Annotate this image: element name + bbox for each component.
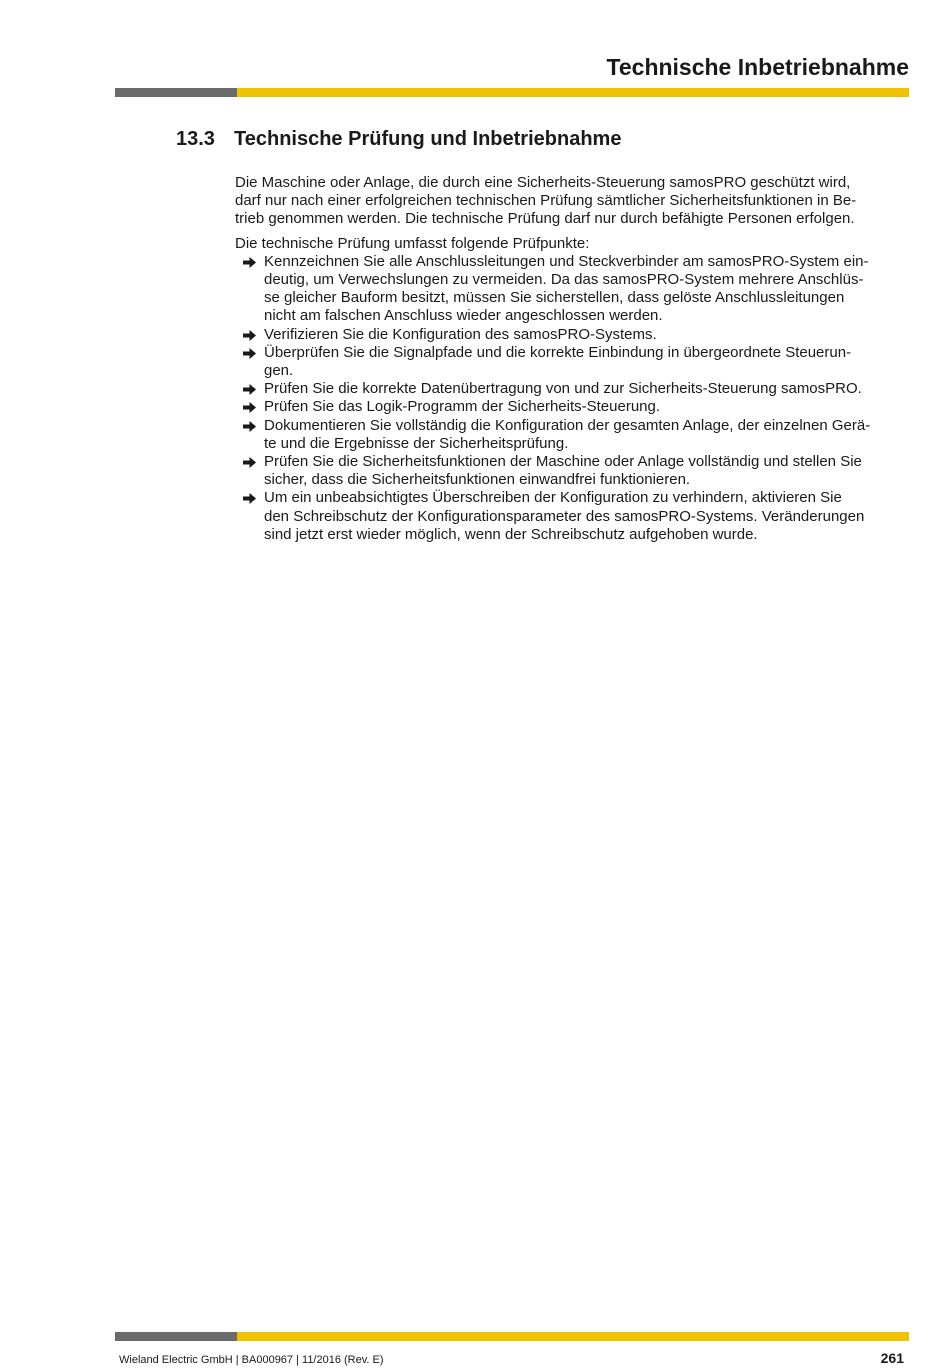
arrow-right-icon [243,402,256,413]
checklist [235,253,910,544]
footer-color-band [115,1332,909,1341]
checklist-intro: Die technische Prüfung umfasst folgende Prüfpunkte: [235,234,590,252]
section-title: Technische Prüfung und Inbetriebnahme [234,128,622,150]
checklist-item-line: den Schreibschutz der Konfigurationsparameter des samosPRO-Systems. Veränderungen [264,507,865,525]
checklist-item-line: sind jetzt erst wieder möglich, wenn der Schreibschutz aufgehoben wurde. [264,525,758,543]
header-color-band [115,88,909,97]
checklist-item [235,326,910,344]
arrow-right-icon [243,493,256,504]
checklist-item [235,253,910,326]
header-band-yellow [237,88,909,97]
arrow-right-icon [243,330,256,341]
section-number: 13.3 [176,128,215,150]
arrow-right-icon [243,457,256,468]
checklist-item-line: se gleicher Bauform besitzt, müssen Sie sicherstellen, dass gelöste Anschlussleitungen [264,289,845,307]
page-number: 261 [880,1350,904,1366]
checklist-item-line: Prüfen Sie die korrekte Datenübertragung von und zur Sicherheits-Steuerung samosPRO. [264,380,862,398]
arrow-right-icon [243,421,256,432]
arrow-right-icon [243,384,256,395]
checklist-item-line: gen. [264,362,294,380]
footer-band-yellow [237,1332,909,1341]
footer-text: Wieland Electric GmbH | BA000967 | 11/2016 (Rev. E) [119,1354,384,1366]
checklist-item [235,344,910,380]
checklist-item-line: Überprüfen Sie die Signalpfade und die korrekte Einbindung in übergeordnete Steuerun- [264,343,852,361]
checklist-item-line: sicher, dass die Sicherheitsfunktionen einwandfrei funktionieren. [264,471,691,489]
checklist-item [235,417,910,453]
paragraph-line: Die Maschine oder Anlage, die durch eine Sicherheits-Steuerung samosPRO geschützt wird, [235,174,851,191]
page-header-title: Technische Inbetriebnahme [606,54,909,80]
checklist-item-line: deutig, um Verwechslungen zu vermeiden. Da das samosPRO-System mehrere Anschlüs- [264,271,864,289]
section-heading [176,128,621,151]
main-content [235,174,910,544]
paragraph-intro [235,174,910,229]
checklist-item [235,489,910,544]
checklist-item-line: Verifizieren Sie die Konfiguration des samosPRO-Systems. [264,325,657,343]
checklist-item-line: Um ein unbeabsichtigtes Überschreiben der Konfiguration zu verhindern, aktivieren Sie [264,489,842,507]
arrow-right-icon [243,348,256,359]
checklist-item [235,398,910,416]
checklist-item-line: te und die Ergebnisse der Sicherheitsprüfung. [264,434,569,452]
arrow-right-icon [243,257,256,268]
checklist-item [235,380,910,398]
paragraph-line: darf nur nach einer erfolgreichen technischen Prüfung sämtlicher Sicherheitsfunktionen in Be- [235,192,857,210]
footer-band-gray [115,1332,237,1341]
checklist-item-line: Prüfen Sie das Logik-Programm der Sicherheits-Steuerung. [264,398,661,416]
checklist-item-line: nicht am falschen Anschluss wieder angeschlossen werden. [264,307,663,325]
checklist-item [235,453,910,489]
checklist-item-line: Prüfen Sie die Sicherheitsfunktionen der Maschine oder Anlage vollständig und stellen Sie [264,453,862,471]
paragraph-line: trieb genommen werden. Die technische Prüfung darf nur durch befähigte Personen erfolgen. [235,210,855,228]
checklist-item-line: Kennzeichnen Sie alle Anschlussleitungen und Steckverbinder am samosPRO-System ein- [264,252,869,270]
checklist-item-line: Dokumentieren Sie vollständig die Konfiguration der gesamten Anlage, der einzelnen Gerä- [264,416,871,434]
header-band-gray [115,88,237,97]
